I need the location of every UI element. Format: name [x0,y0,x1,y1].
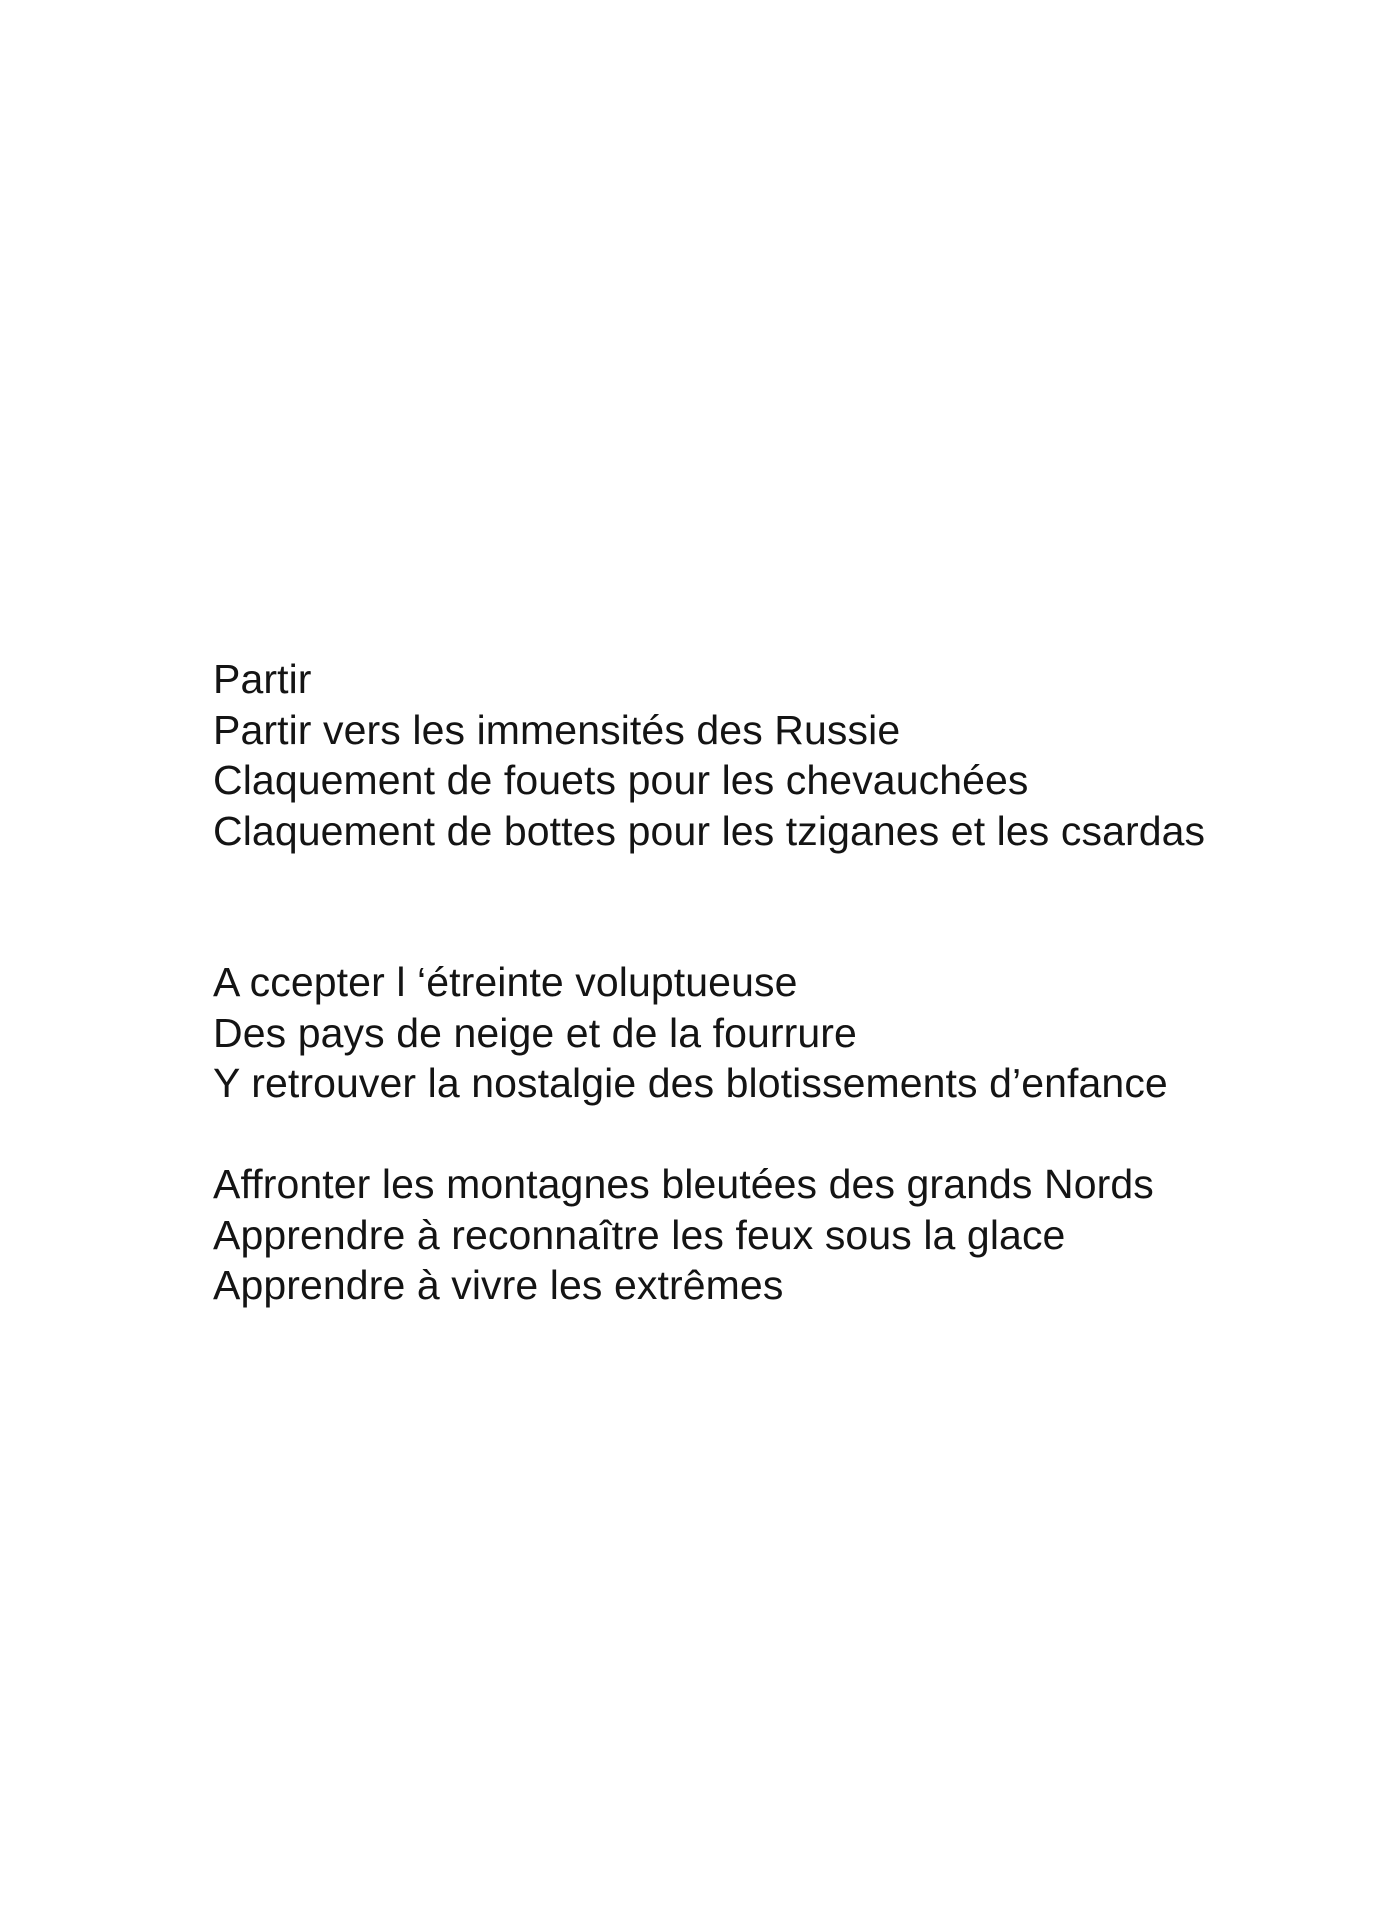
poem-line: Partir [213,656,312,702]
poem-line: Claquement de fouets pour les chevauchées [213,757,1029,803]
stanza-1 [213,654,1333,856]
poem-line: Claquement de bottes pour les tziganes et les csardas [213,807,1206,854]
poem-line: A ccepter l ‘étreinte voluptueuse [213,959,798,1005]
poem-line: Partir vers les immensités des Russie [213,706,901,753]
poem-line: Apprendre à reconnaître les feux sous la glace [213,1211,1066,1258]
stanza-3 [213,1159,1333,1311]
poem-line: Apprendre à vivre les extrêmes [213,1262,784,1308]
poem-line: Des pays de neige et de la fourrure [213,1009,857,1056]
poem-line: Affronter les montagnes bleutées des grands Nords [213,1161,1154,1207]
poem [213,654,1333,1311]
stanza-spacer [213,1109,1333,1160]
poem-line: Y retrouver la nostalgie des blotissements d’enfance [213,1060,1168,1106]
stanza-spacer [213,856,1333,957]
stanza-2 [213,957,1333,1109]
